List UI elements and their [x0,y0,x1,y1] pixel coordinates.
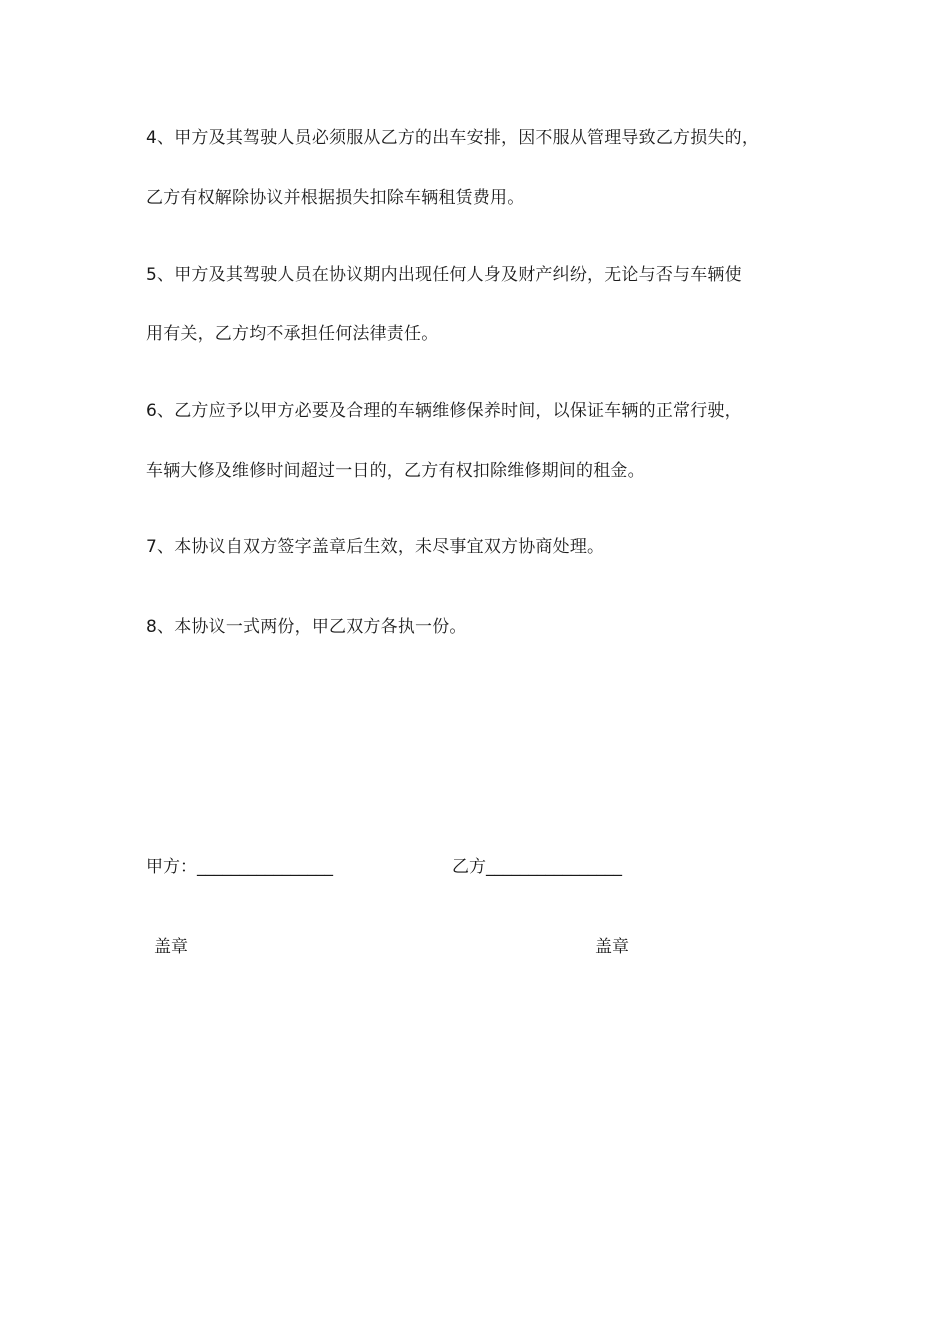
party-a-signature-line: 甲方：________________ [146,857,333,877]
clause-5-line-1: 5、甲方及其驾驶人员在协议期内出现任何人身及财产纠纷，无论与否与车辆使 [146,265,742,285]
clause-8-line-1: 8、本协议一式两份，甲乙双方各执一份。 [146,617,467,637]
clause-6-line-1: 6、乙方应予以甲方必要及合理的车辆维修保养时间，以保证车辆的正常行驶， [146,401,742,421]
clause-4-line-1: 4、甲方及其驾驶人员必须服从乙方的出车安排，因不服从管理导致乙方损失的， [146,128,760,148]
party-b-seal-label: 盖章 [595,937,629,957]
clause-6-line-2: 车辆大修及维修时间超过一日的，乙方有权扣除维修期间的租金。 [146,461,645,481]
clause-4-line-2: 乙方有权解除协议并根据损失扣除车辆租赁费用。 [146,188,525,208]
party-a-seal-label: 盖章 [154,937,188,957]
clause-5-line-2: 用有关，乙方均不承担任何法律责任。 [146,324,439,344]
clause-7-line-1: 7、本协议自双方签字盖章后生效，未尽事宜双方协商处理。 [146,537,605,557]
party-b-signature-line: 乙方________________ [452,857,622,877]
